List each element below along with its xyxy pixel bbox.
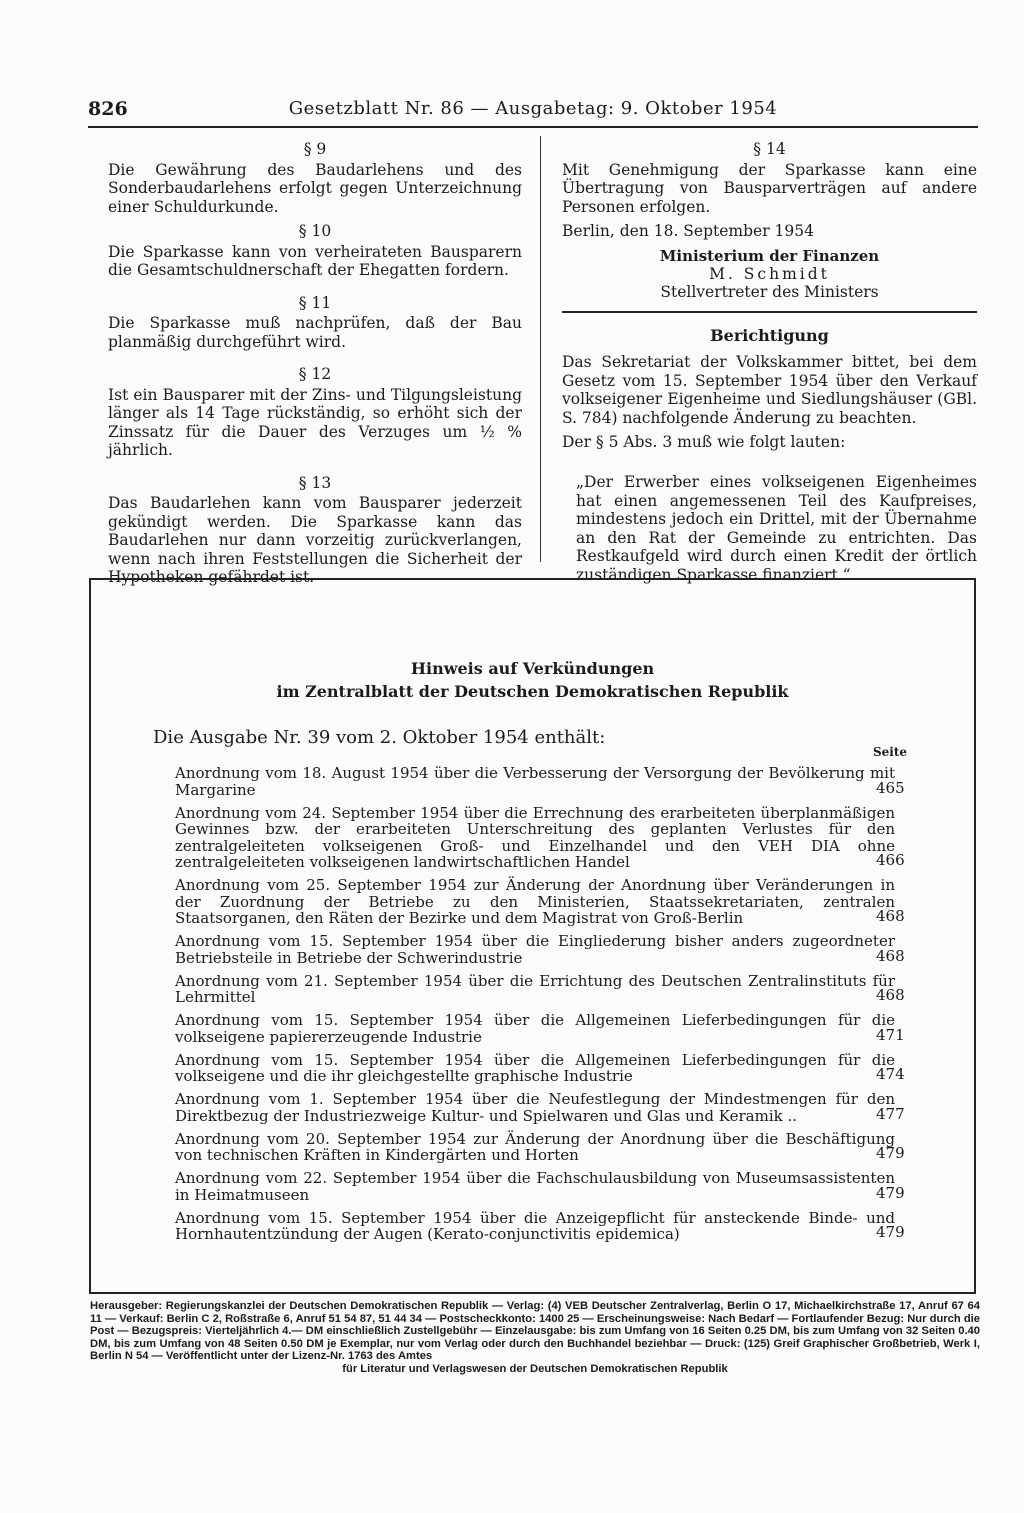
entry-text: Anordnung vom 20. September 1954 zur Änderung der Anordnung über die Beschäftigung von technischen Kräften in Kindergärten und Horten (175, 1129, 895, 1164)
entry-page: 479 (876, 1144, 905, 1162)
entry-text: Anordnung vom 15. September 1954 über die Allgemeinen Lieferbedingungen für die volkseigene papiererzeugende Industrie (175, 1011, 895, 1046)
entry-page: 468 (876, 907, 905, 925)
section-13-heading: § 13 (298, 473, 332, 492)
list-item (175, 971, 905, 1006)
list-item (175, 803, 905, 871)
place-date: Berlin, den 18. September 1954 (562, 222, 814, 240)
entry-text: Anordnung vom 22. September 1954 über die Fachschulausbildung von Museumsassistenten in Heimatmuseen (175, 1169, 895, 1204)
section-12-heading: § 12 (298, 365, 332, 383)
entry-text: Anordnung vom 15. September 1954 über die Anzeigepflicht für ansteckende Binde- und Hornhautentzündung der Augen (Kerato-conjunctivitis epidemica) (175, 1208, 895, 1243)
imprint-text: Herausgeber: Regierungskanzlei der Deutschen Demokratischen Republik — Verlag: (4) VEB Deutscher Zentralverlag, Berlin O 17, Michaelkirchstraße 17, Anruf 67 64 11 — Verkauf: Berlin C 2, Roßstraße 6, Anruf 51 54 87, 51 44 34 — Postscheckkonto: 1400 25 — Erscheinungsweise: Nach Bedarf — Fortlaufender Bezug: Nur durch die Post — Bezugspreis: Vierteljährlich 4.— DM einschließlich Zustellgebühr — Einzelausgabe: bis zum Umfang von 16 Seiten 0.25 DM, bis zum Umfang von 32 Seiten 0.40 DM, bis zum Umfang von 48 Seiten 0.50 DM je Exemplar, nur vom Verlag oder durch den Buchhandel beziehbar — Druck: (125) Greif Graphischer Großbetrieb, Werk I, Berlin N 54 — Veröffentlicht unter der Lizenz-Nr. 1763 des Amtes (90, 1300, 980, 1362)
list-item (175, 764, 905, 799)
right-column (562, 140, 977, 600)
section-13-text: Das Baudarlehen kann vom Bausparer jederzeit gekündigt werden. Die Sparkasse kann das Baudarlehen nur dann vorzeitig zurückverlangen, wenn nach ihren Feststellungen die Sicherheit der Hypotheken gefährdet ist. (108, 494, 522, 586)
entry-text: Anordnung vom 18. August 1954 über die Verbesserung der Versorgung der Bevölkerung mit Margarine (175, 764, 895, 799)
section-9-heading: § 9 (303, 140, 327, 158)
entry-page: 468 (876, 946, 905, 965)
signature-block (562, 247, 977, 301)
list-item (175, 1050, 905, 1085)
list-item (175, 1169, 905, 1204)
announcement-box (89, 578, 976, 1294)
section-11-text: Die Sparkasse muß nachprüfen, daß der Bau planmäßig durchgeführt wird. (108, 314, 522, 351)
entry-page: 479 (876, 1183, 905, 1202)
announcement-title-line-1: Hinweis auf Verkündungen (410, 659, 655, 678)
correction-quote: „Der Erwerber eines volkseigenen Eigenheimes hat einen angemessenen Teil des Kaufpreises, mindestens jedoch ein Drittel, mit der Übernahme an den Rat der Gemeinde zu entrichten. Das Restkaufgeld wird durch einen Kredit der örtlich zuständigen Sparkasse finanziert.“ (576, 473, 977, 584)
entry-page: 479 (876, 1223, 905, 1241)
column-divider (540, 136, 541, 562)
signatory-role: Stellvertreter des Ministers (660, 282, 879, 301)
entry-page: 471 (876, 1025, 905, 1044)
list-item (175, 1011, 905, 1046)
imprint (90, 1300, 980, 1375)
section-divider (562, 311, 977, 313)
correction-intro: Der § 5 Abs. 3 muß wie folgt lauten: (562, 433, 846, 451)
entries-list (175, 764, 905, 1249)
list-item (175, 876, 905, 927)
left-column (108, 140, 522, 587)
page-number: 826 (88, 98, 128, 120)
list-item (175, 1129, 905, 1164)
section-10-heading: § 10 (298, 222, 332, 240)
list-item (175, 932, 905, 967)
entry-page: 468 (876, 986, 905, 1004)
imprint-last-line: für Literatur und Verlagswesen der Deutschen Demokratischen Republik (342, 1362, 728, 1375)
list-item (175, 1208, 905, 1243)
entry-text: Anordnung vom 15. September 1954 über die Eingliederung bisher anders zugeordneter Betriebsteile in Betriebe der Schwerindustrie (175, 932, 895, 967)
section-11-heading: § 11 (298, 293, 332, 312)
ministry-name: Ministerium der Finanzen (659, 246, 880, 265)
correction-text: Das Sekretariat der Volkskammer bittet, bei dem Gesetz vom 15. September 1954 über den Verkauf volkseigener Eigenheime und Siedlungshäuser (GBl. S. 784) nachfolgende Änderung zu beachten. (562, 353, 977, 427)
entry-page: 477 (876, 1104, 905, 1123)
entry-text: Anordnung vom 15. September 1954 über die Allgemeinen Lieferbedingungen für die volkseigene und die ihr gleichgestellte graphische Industrie (175, 1050, 895, 1085)
announcement-title (91, 657, 974, 703)
section-12-text: Ist ein Bausparer mit der Zins- und Tilgungsleistung länger als 14 Tage rückständig, so erhöht sich der Zinssatz für die Dauer des Verzuges um ½ % jährlich. (108, 385, 522, 459)
entry-text: Anordnung vom 25. September 1954 zur Änderung der Anordnung über Veränderungen in der Zuordnung der Betriebe zu den Ministerien, Staatssekretariaten, zentralen Staatsorganen, den Räten der Bezirke und dem Magistrat von Groß-Berlin (175, 876, 895, 927)
entry-text: Anordnung vom 21. September 1954 über die Errichtung des Deutschen Zentralinstituts für Lehrmittel (175, 971, 895, 1006)
signatory-name: M. Schmidt (709, 264, 830, 283)
section-10-text: Die Sparkasse kann von verheirateten Bausparern die Gesamtschuldnerschaft der Ehegatten fordern. (108, 242, 522, 279)
gazette-title: Gesetzblatt Nr. 86 — Ausgabetag: 9. Oktober 1954 (288, 98, 778, 119)
entry-text: Anordnung vom 1. September 1954 über die Neufestlegung der Mindestmengen für den Direktbezug der Industriezweige Kultur- und Spielwaren und Glas und Keramik .. (175, 1090, 895, 1125)
announcement-title-line-2: im Zentralblatt der Deutschen Demokratischen Republik (276, 682, 789, 701)
entry-text: Anordnung vom 24. September 1954 über die Errechnung des erarbeiteten überplanmäßigen Gewinnes bzw. der erarbeiteten Unterschreitung des geplanten Verlustes für den zentralgeleiteten volkseigenen Groß- und Einzelhandel und den VEH DIA ohne zentralgeleiteten volkseigenen landwirtschaftlichen Handel (175, 803, 895, 871)
entry-page: 465 (876, 778, 905, 797)
entry-page: 466 (876, 851, 905, 869)
list-item (175, 1090, 905, 1125)
page-header (88, 98, 978, 128)
section-14-text: Mit Genehmigung der Sparkasse kann eine Übertragung von Bausparverträgen auf andere Personen erfolgen. (562, 160, 977, 216)
issue-intro: Die Ausgabe Nr. 39 vom 2. Oktober 1954 enthält: (153, 727, 606, 748)
correction-title: Berichtigung (710, 325, 829, 345)
page-column-label: Seite (873, 745, 908, 759)
entry-page: 474 (876, 1065, 905, 1083)
section-14-heading: § 14 (753, 140, 786, 158)
section-9-text: Die Gewährung des Baudarlehens und des Sonderbaudarlehens erfolgt gegen Unterzeichnung einer Schuldurkunde. (108, 160, 522, 216)
